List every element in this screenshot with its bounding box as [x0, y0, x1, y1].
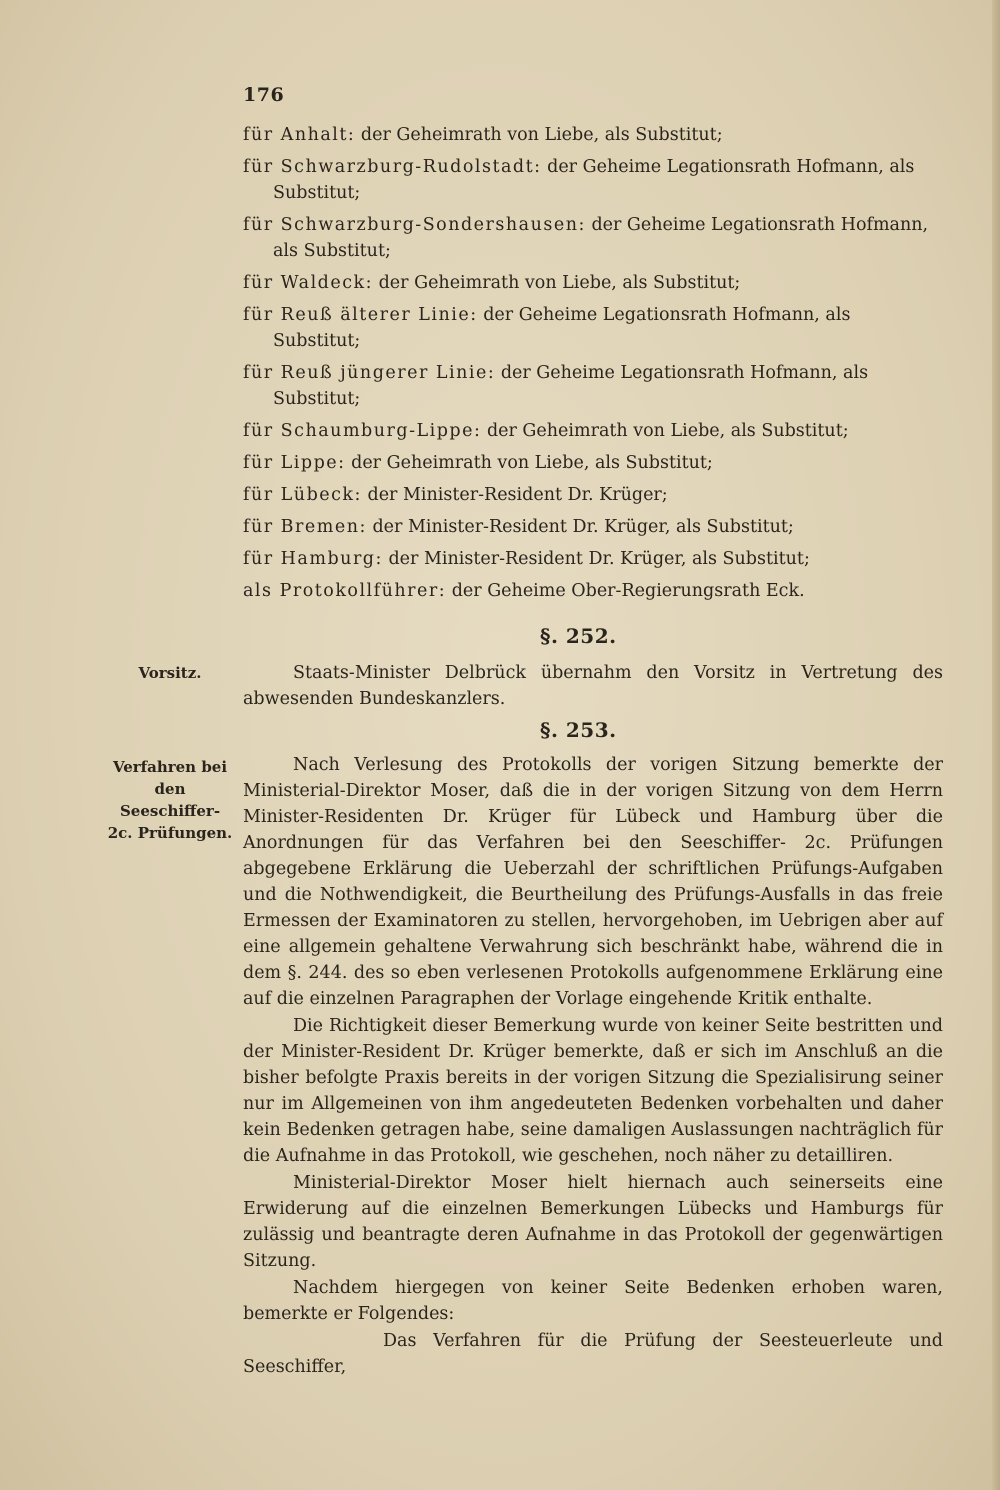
attendance-text: der Geheimrath von Liebe, als Substitut; — [355, 125, 723, 145]
paragraph: Staats-Minister Delbrück übernahm den Vorsitz in Vertretung des abwesenden Bundeskanzlers. — [243, 663, 943, 709]
page-number: 176 — [243, 84, 285, 106]
attendance-text: der Minister-Resident Dr. Krüger; — [361, 485, 668, 505]
paragraph: Das Verfahren für die Prüfung der Seesteuerleute und Seeschiffer, — [243, 1331, 943, 1377]
paragraph: Nach Verlesung des Protokolls der vorigen Sitzung bemerkte der Ministerial-Direktor Moser, daß die in der vorigen Sitzung von dem Herrn Minister-Residenten Dr. Krüger für Lübeck und Hamburg über die Anordnungen für das Verfahren bei den Seeschiffer- 2c. Prüfungen abgegebene Erklärung die Ueberzahl der schriftlichen Prüfungs-Aufgaben und die Nothwendigkeit, die Beurtheilung des Prüfungs-Ausfalls in das freie Ermessen der Examinatoren zu stellen, hervorgehoben, im Uebrigen aber auf eine allgemein gehaltene Verwahrung sich beschränkt habe, während die in dem §. 244. des so eben verlesenen Protokolls aufgenommene Erklärung eine auf die einzelnen Paragraphen der Vorlage eingehende Kritik enthalte. — [243, 755, 943, 1009]
paragraph: Die Richtigkeit dieser Bemerkung wurde von keiner Seite bestritten und der Minister-Resident Dr. Krüger bemerkte, daß er sich im Anschluß an die bisher befolgte Praxis bereits in der vorigen Sitzung die Spezialisirung seiner nur im Allgemeinen von ihm angedeuteten Bedenken vorbehalten und daher kein Bedenken getragen habe, seine damaligen Auslassungen nachträglich für die Aufnahme in das Protokoll, wie geschehen, noch näher zu detailliren. — [243, 1016, 943, 1166]
section-252-heading: §. 252. — [540, 624, 617, 648]
attendance-text: der Geheimrath von Liebe, als Substitut; — [481, 421, 849, 441]
attendance-entry — [243, 578, 943, 604]
attendance-state: für Waldeck: — [243, 273, 374, 293]
attendance-state: für Lübeck: — [243, 485, 362, 505]
attendance-entry — [243, 418, 943, 444]
section-252-body — [243, 660, 943, 713]
attendance-entry — [243, 482, 943, 508]
paragraph: Ministerial-Direktor Moser hielt hiernach auch seinerseits eine Erwiderung auf die einzelnen Bemerkungen Lübecks und Hamburgs für zulässig und beantragte deren Aufnahme in das Protokoll der gegenwärtigen Sitzung. — [243, 1173, 943, 1271]
section-253-body — [243, 752, 943, 1381]
attendance-entry — [243, 450, 943, 476]
attendance-state: für Reuß jüngerer Linie: — [243, 363, 496, 383]
attendance-entry — [243, 154, 943, 206]
attendance-entry — [243, 122, 943, 148]
attendance-text: der Geheimrath von Liebe, als Substitut; — [345, 453, 713, 473]
attendance-state: als Protokollführer: — [243, 581, 447, 601]
attendance-entry — [243, 360, 943, 412]
margin-note-verfahren: Verfahren bei den Seeschiffer- 2c. Prüfungen. — [107, 758, 233, 842]
attendance-text: der Geheime Legationsrath Hofmann, als Substitut; — [273, 215, 929, 261]
attendance-entry — [243, 514, 943, 540]
attendance-text: der Geheimrath von Liebe, als Substitut; — [373, 273, 741, 293]
attendance-state: für Hamburg: — [243, 549, 383, 569]
attendance-text: der Geheime Legationsrath Hofmann, als Substitut; — [273, 363, 869, 409]
section-253-heading: §. 253. — [540, 718, 617, 742]
attendance-text: der Minister-Resident Dr. Krüger, als Substitut; — [366, 517, 794, 537]
attendance-entry — [243, 302, 943, 354]
attendance-entry — [243, 212, 943, 264]
attendance-state: für Schwarzburg-Rudolstadt: — [243, 157, 542, 177]
attendance-state: für Schaumburg-Lippe: — [243, 421, 482, 441]
attendance-entry — [243, 270, 943, 296]
attendance-entry — [243, 546, 943, 572]
attendance-state: für Reuß älterer Linie: — [243, 305, 478, 325]
attendance-state: für Lippe: — [243, 453, 346, 473]
attendance-state: für Schwarzburg-Sondershausen: — [243, 215, 586, 235]
attendance-text: der Minister-Resident Dr. Krüger, als Substitut; — [382, 549, 810, 569]
margin-note-vorsitz: Vorsitz. — [138, 664, 202, 682]
attendance-text: der Geheime Ober-Regierungsrath Eck. — [446, 581, 805, 601]
attendance-state: für Anhalt: — [243, 125, 356, 145]
paragraph: Nachdem hiergegen von keiner Seite Bedenken erhoben waren, bemerkte er Folgendes: — [243, 1278, 943, 1324]
page-edge-shadow — [992, 0, 1000, 1490]
attendance-text: der Geheime Legationsrath Hofmann, als Substitut; — [273, 305, 851, 351]
attendance-text: der Geheime Legationsrath Hofmann, als Substitut; — [273, 157, 915, 203]
attendance-state: für Bremen: — [243, 517, 367, 537]
attendance-list — [243, 122, 943, 610]
